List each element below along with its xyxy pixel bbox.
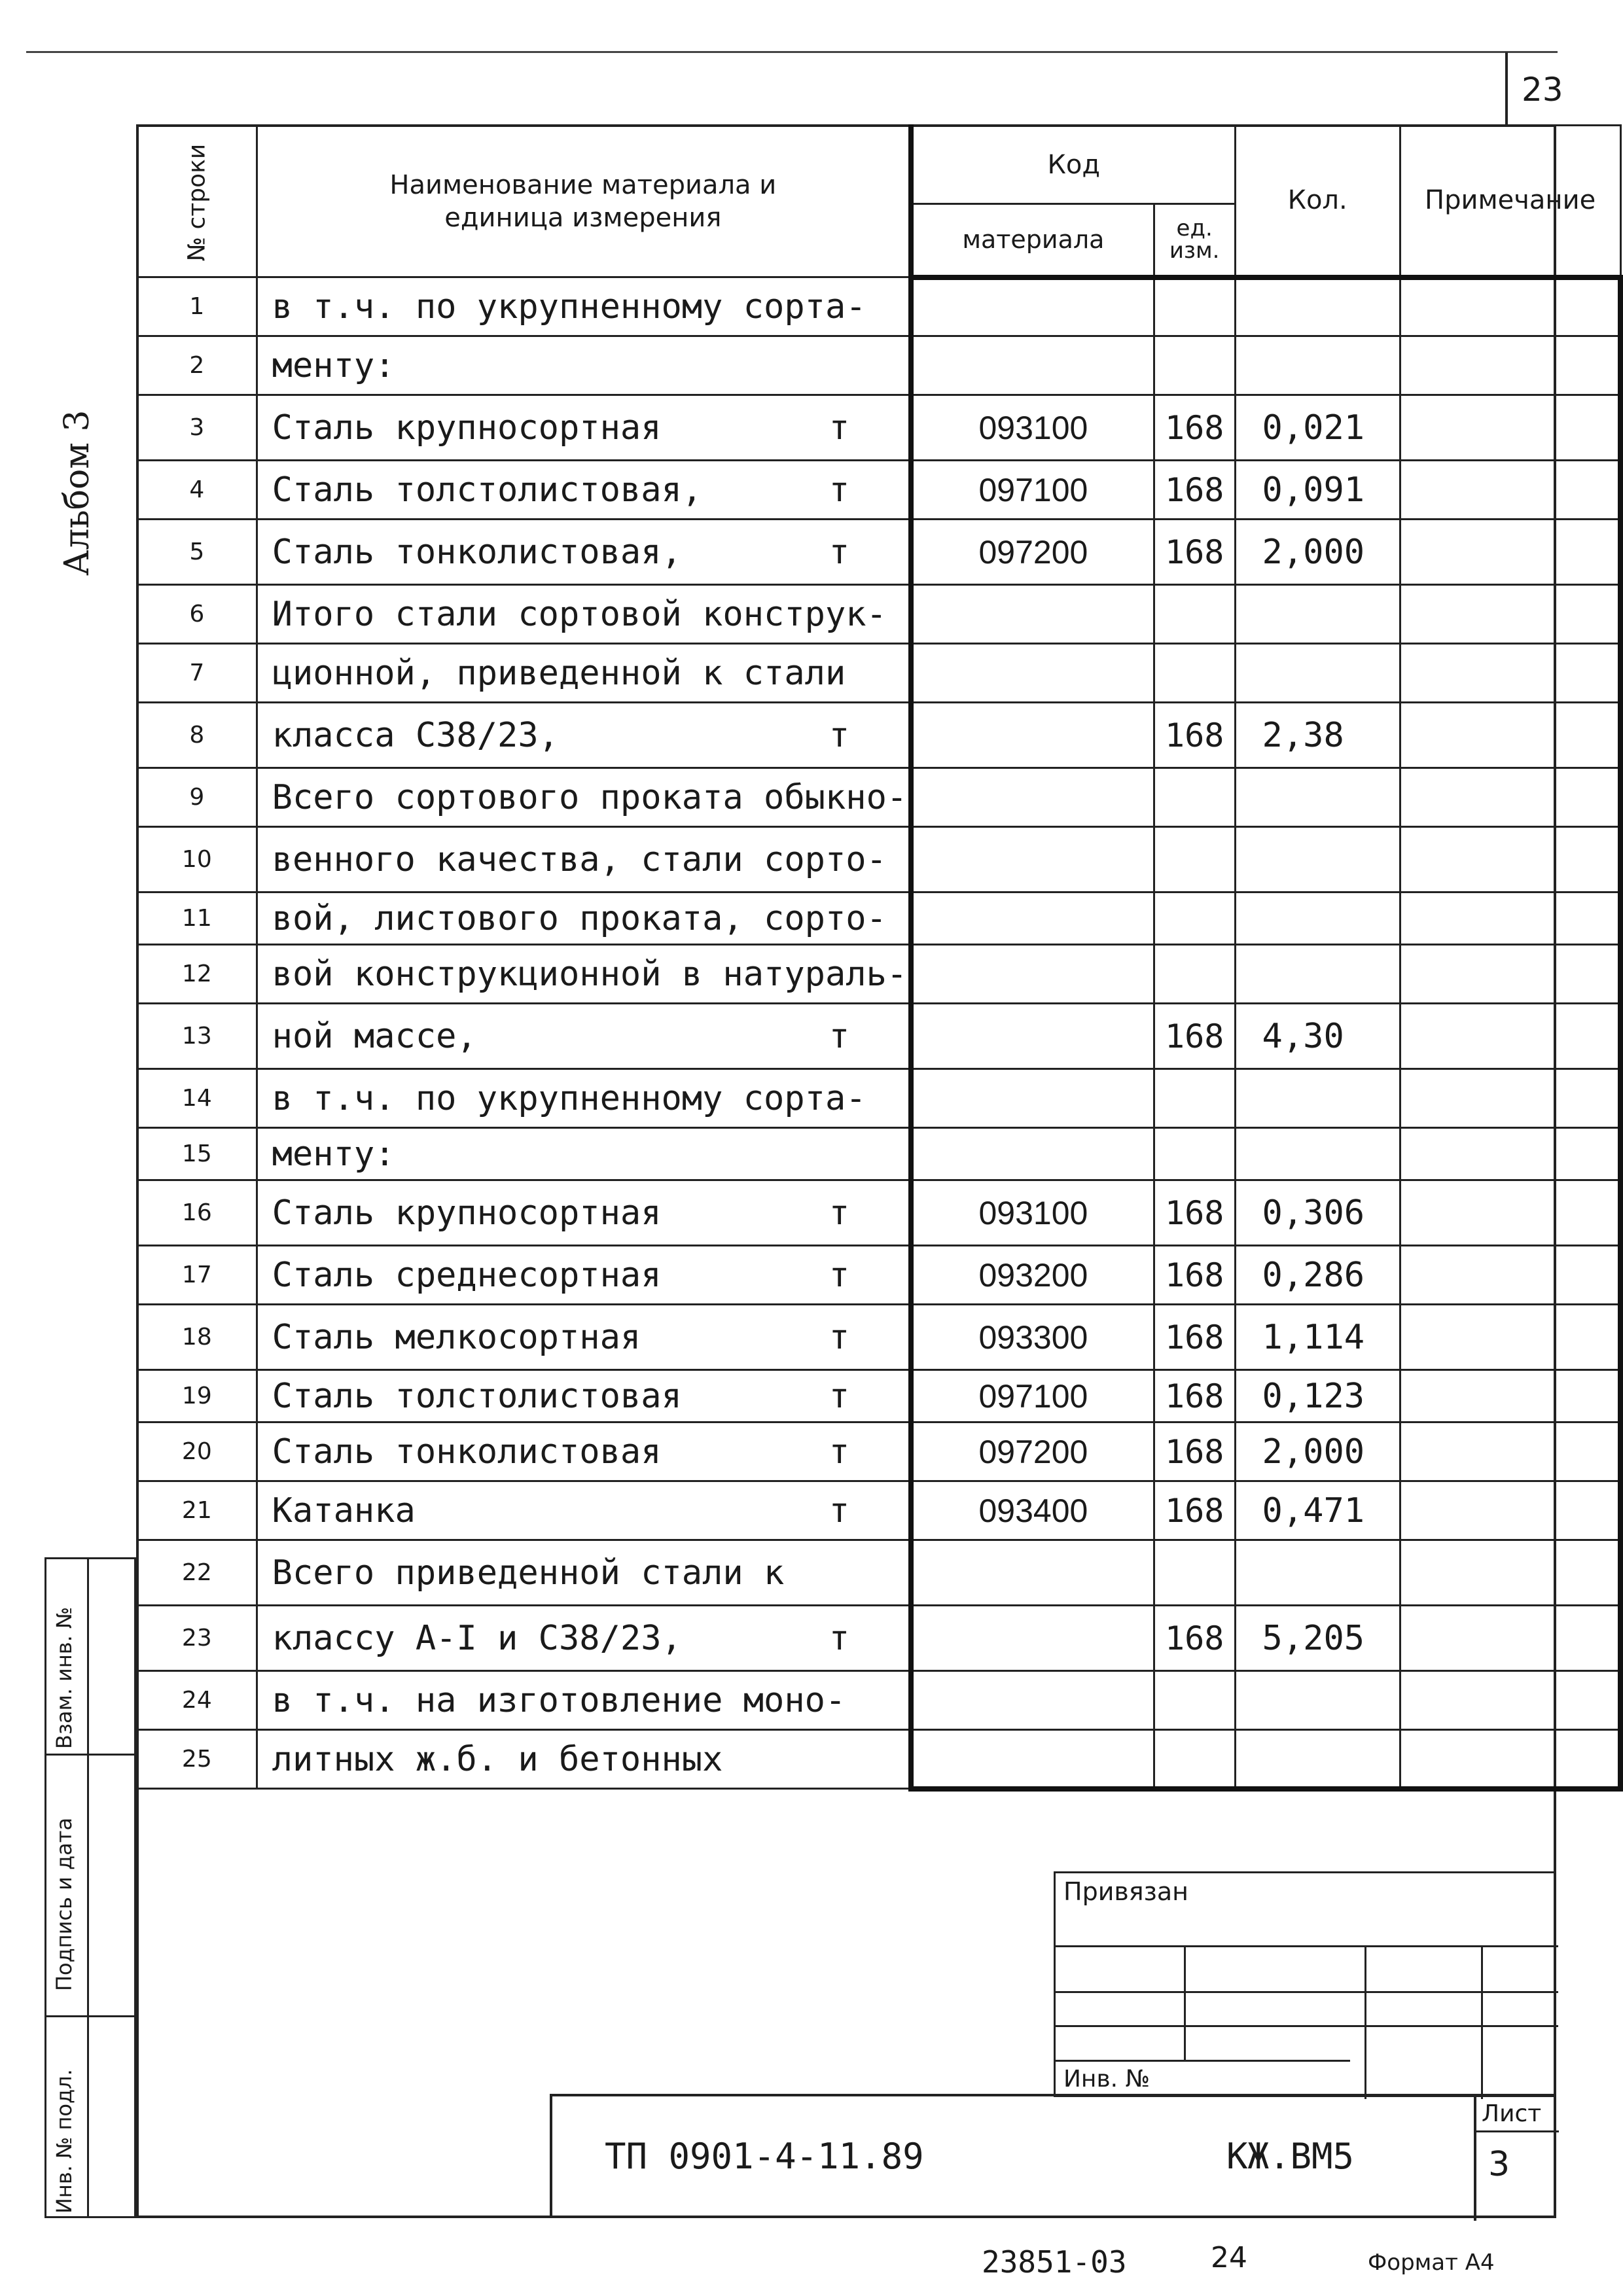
row-number: 10 (137, 827, 257, 892)
table-row (137, 1004, 1621, 1069)
row-unit-code (1154, 1540, 1235, 1606)
row-unit-code: 168 (1154, 1606, 1235, 1671)
row-name (257, 1004, 911, 1069)
row-quantity (1235, 644, 1400, 703)
row-name-text: Сталь толстолистовая (272, 1376, 682, 1416)
side-label-vzam: Взам. инв. № (52, 1606, 77, 1749)
title-divider (1474, 2096, 1476, 2221)
table-row (137, 1246, 1621, 1305)
inv-no-label: Инв. № (1063, 2066, 1150, 2093)
row-number: 16 (137, 1180, 257, 1246)
top-rule (26, 51, 1558, 53)
row-number: 5 (137, 520, 257, 585)
side-label-podpis: Подпись и дата (52, 1817, 77, 1991)
row-material-code (911, 336, 1154, 395)
row-name (257, 1305, 911, 1370)
header-qty: Кол. (1235, 126, 1400, 277)
row-material-code (911, 703, 1154, 768)
row-quantity (1235, 892, 1400, 945)
row-name-text: Катанка (272, 1491, 416, 1530)
row-unit-code: 168 (1154, 461, 1235, 520)
row-quantity (1235, 1540, 1400, 1606)
row-material-code (911, 644, 1154, 703)
row-unit-code: 168 (1154, 1481, 1235, 1540)
row-number: 25 (137, 1730, 257, 1789)
album-label: Альбом 3 (58, 410, 97, 576)
row-material-code (911, 827, 1154, 892)
table-row (137, 1422, 1621, 1481)
row-material-code: 093100 (911, 1180, 1154, 1246)
row-unit-code: 168 (1154, 1004, 1235, 1069)
row-quantity: 4,30 (1235, 1004, 1400, 1069)
row-name (257, 644, 911, 703)
row-unit-code (1154, 1671, 1235, 1730)
table-row (137, 336, 1621, 395)
row-name-text: в т.ч. на изготовление моно- (272, 1680, 846, 1720)
row-note (1400, 520, 1620, 585)
row-unit-code (1154, 827, 1235, 892)
row-name-text: вой конструкционной в натураль- (272, 954, 908, 994)
row-quantity (1235, 1128, 1400, 1180)
row-unit-code (1154, 892, 1235, 945)
row-unit: т (829, 1376, 850, 1416)
row-name-text: Сталь тонколистовая, (272, 532, 682, 572)
table-row (137, 461, 1621, 520)
row-name-text: менту: (272, 345, 395, 385)
row-number: 21 (137, 1481, 257, 1540)
row-note (1400, 892, 1620, 945)
row-quantity (1235, 585, 1400, 644)
row-material-code (911, 1069, 1154, 1128)
row-material-code: 093300 (911, 1305, 1154, 1370)
row-quantity (1235, 277, 1400, 336)
row-quantity: 0,021 (1235, 395, 1400, 461)
row-name-text: класса С38/23, (272, 715, 559, 755)
row-note (1400, 1180, 1620, 1246)
row-number: 14 (137, 1069, 257, 1128)
header-code-material: материала (911, 204, 1154, 277)
row-number: 8 (137, 703, 257, 768)
row-name-text: Всего приведенной стали к (272, 1553, 785, 1593)
row-name (257, 1671, 911, 1730)
format-label: Формат А4 (1368, 2250, 1495, 2276)
sheet-label: Лист (1482, 2100, 1542, 2127)
row-unit: т (829, 715, 850, 755)
row-note (1400, 1481, 1620, 1540)
row-number: 24 (137, 1671, 257, 1730)
table-row (137, 827, 1621, 892)
row-unit: т (829, 1491, 850, 1530)
row-number: 17 (137, 1246, 257, 1305)
binding-stamp (1054, 1871, 1556, 2097)
row-material-code (911, 892, 1154, 945)
row-material-code (911, 1606, 1154, 1671)
row-number: 1 (137, 277, 257, 336)
row-material-code (911, 768, 1154, 827)
row-unit-code: 168 (1154, 1180, 1235, 1246)
row-unit-code (1154, 644, 1235, 703)
row-name-text: Итого стали сортовой конструк- (272, 594, 887, 634)
side-label-inv-podl: Инв. № подл. (52, 2069, 77, 2214)
header-code: Код (911, 126, 1235, 204)
row-note (1400, 1004, 1620, 1069)
row-name-text: Сталь крупносортная (272, 1193, 662, 1233)
row-note (1400, 395, 1620, 461)
row-number: 18 (137, 1305, 257, 1370)
table-row (137, 644, 1621, 703)
table-row (137, 1180, 1621, 1246)
row-material-code (911, 277, 1154, 336)
row-note (1400, 1422, 1620, 1481)
row-note (1400, 336, 1620, 395)
table-row (137, 1305, 1621, 1370)
page-number: 23 (1522, 71, 1563, 109)
table-body (137, 277, 1621, 1789)
row-number: 12 (137, 945, 257, 1004)
row-unit-code (1154, 945, 1235, 1004)
row-name (257, 585, 911, 644)
row-quantity: 0,091 (1235, 461, 1400, 520)
row-material-code (911, 585, 1154, 644)
row-unit: т (829, 532, 850, 572)
table-row (137, 1671, 1621, 1730)
row-note (1400, 945, 1620, 1004)
binding-line (1056, 2060, 1350, 2062)
table-row (137, 277, 1621, 336)
table-row (137, 520, 1621, 585)
row-number: 3 (137, 395, 257, 461)
row-quantity: 2,000 (1235, 1422, 1400, 1481)
row-name (257, 1370, 911, 1422)
row-name-text: венного качества, стали сорто- (272, 839, 887, 879)
row-material-code: 097200 (911, 1422, 1154, 1481)
row-number: 19 (137, 1370, 257, 1422)
row-quantity: 1,114 (1235, 1305, 1400, 1370)
row-material-code (911, 1671, 1154, 1730)
row-name (257, 277, 911, 336)
row-quantity: 2,38 (1235, 703, 1400, 768)
header-name: Наименование материала и единица измерения (257, 126, 911, 277)
row-note (1400, 1540, 1620, 1606)
row-unit: т (829, 1432, 850, 1472)
row-quantity: 0,306 (1235, 1180, 1400, 1246)
order-number: 23851-03 (982, 2244, 1127, 2280)
row-unit-code: 168 (1154, 1246, 1235, 1305)
row-name-text: Сталь среднесортная (272, 1255, 662, 1295)
table-row (137, 945, 1621, 1004)
title-block (550, 2094, 1556, 2218)
row-name-text: Сталь толстолистовая, (272, 470, 703, 510)
row-name-text: ционной, приведенной к стали (272, 653, 846, 693)
specification-table (136, 124, 1623, 1792)
row-unit-code (1154, 768, 1235, 827)
row-name (257, 1540, 911, 1606)
row-material-code (911, 1004, 1154, 1069)
table-row (137, 1481, 1621, 1540)
row-name (257, 1069, 911, 1128)
table-row (137, 703, 1621, 768)
row-unit: т (829, 1193, 850, 1233)
doc-mark: КЖ.ВМ5 (1226, 2136, 1355, 2177)
row-number: 23 (137, 1606, 257, 1671)
row-number: 7 (137, 644, 257, 703)
table-row (137, 1069, 1621, 1128)
row-name (257, 1128, 911, 1180)
row-quantity (1235, 336, 1400, 395)
row-name-text: Сталь тонколистовая (272, 1432, 662, 1472)
row-note (1400, 703, 1620, 768)
row-unit: т (829, 1317, 850, 1357)
row-material-code (911, 945, 1154, 1004)
table-row (137, 892, 1621, 945)
row-note (1400, 1069, 1620, 1128)
row-material-code: 097100 (911, 1370, 1154, 1422)
row-note (1400, 585, 1620, 644)
binding-vline (1481, 1945, 1483, 2099)
header-note: Примечание (1400, 126, 1620, 277)
row-name-text: Сталь мелкосортная (272, 1317, 641, 1357)
row-note (1400, 1730, 1620, 1789)
row-quantity (1235, 945, 1400, 1004)
row-quantity (1235, 1671, 1400, 1730)
row-note (1400, 768, 1620, 827)
row-name-text: в т.ч. по укрупненному сорта- (272, 287, 866, 327)
row-note (1400, 1128, 1620, 1180)
row-material-code (911, 1128, 1154, 1180)
table-row (137, 1370, 1621, 1422)
binding-vline (1184, 1945, 1186, 2060)
row-unit-code (1154, 277, 1235, 336)
row-note (1400, 277, 1620, 336)
row-quantity (1235, 827, 1400, 892)
row-quantity: 5,205 (1235, 1606, 1400, 1671)
doc-code: ТП 0901-4-11.89 (605, 2136, 924, 2177)
row-name-text: в т.ч. по укрупненному сорта- (272, 1078, 866, 1118)
row-unit-code (1154, 336, 1235, 395)
binding-label: Привязан (1063, 1877, 1188, 1906)
row-name (257, 1180, 911, 1246)
row-number: 20 (137, 1422, 257, 1481)
row-unit-code: 168 (1154, 1370, 1235, 1422)
row-quantity: 0,471 (1235, 1481, 1400, 1540)
binding-vline (1364, 1945, 1366, 2099)
table-row (137, 1128, 1621, 1180)
row-name (257, 1481, 911, 1540)
table-row (137, 395, 1621, 461)
row-material-code: 093400 (911, 1481, 1154, 1540)
row-unit-code: 168 (1154, 703, 1235, 768)
row-unit: т (829, 408, 850, 448)
table-row (137, 585, 1621, 644)
row-quantity: 2,000 (1235, 520, 1400, 585)
row-name (257, 520, 911, 585)
row-name (257, 1246, 911, 1305)
row-name (257, 892, 911, 945)
row-unit-code: 168 (1154, 1305, 1235, 1370)
row-quantity (1235, 1069, 1400, 1128)
row-unit: т (829, 470, 850, 510)
row-name-text: Сталь крупносортная (272, 408, 662, 448)
row-name (257, 768, 911, 827)
side-stamp (45, 1557, 136, 2218)
row-number: 2 (137, 336, 257, 395)
row-name (257, 945, 911, 1004)
row-material-code: 093200 (911, 1246, 1154, 1305)
row-name (257, 336, 911, 395)
row-number: 11 (137, 892, 257, 945)
row-unit-code (1154, 585, 1235, 644)
row-quantity: 0,286 (1235, 1246, 1400, 1305)
table-row (137, 1540, 1621, 1606)
row-material-code: 097200 (911, 520, 1154, 585)
row-unit-code (1154, 1069, 1235, 1128)
row-name (257, 1730, 911, 1789)
row-material-code (911, 1730, 1154, 1789)
row-note (1400, 644, 1620, 703)
row-material-code: 097100 (911, 461, 1154, 520)
row-number: 15 (137, 1128, 257, 1180)
row-unit: т (829, 1255, 850, 1295)
row-name (257, 1606, 911, 1671)
footer-page-extra: 24 (1211, 2241, 1247, 2274)
row-note (1400, 827, 1620, 892)
row-name (257, 395, 911, 461)
row-unit-code: 168 (1154, 395, 1235, 461)
row-name (257, 1422, 911, 1481)
row-name (257, 461, 911, 520)
row-name-text: классу А-I и С38/23, (272, 1618, 682, 1658)
row-number: 4 (137, 461, 257, 520)
row-quantity (1235, 1730, 1400, 1789)
row-name-text: менту: (272, 1134, 395, 1174)
row-number: 13 (137, 1004, 257, 1069)
row-number: 22 (137, 1540, 257, 1606)
row-note (1400, 1246, 1620, 1305)
row-unit-code: 168 (1154, 520, 1235, 585)
header-code-unit: ед. изм. (1154, 204, 1235, 277)
row-name-text: вой, листового проката, сорто- (272, 898, 887, 938)
row-unit-code (1154, 1730, 1235, 1789)
row-name-text: литных ж.б. и бетонных (272, 1739, 723, 1779)
title-divider (1474, 2130, 1559, 2132)
row-note (1400, 1305, 1620, 1370)
header-row-no: № строки (137, 126, 257, 277)
row-note (1400, 1606, 1620, 1671)
row-name (257, 827, 911, 892)
row-unit-code (1154, 1128, 1235, 1180)
row-unit: т (829, 1618, 850, 1658)
row-number: 6 (137, 585, 257, 644)
row-name-text: Всего сортового проката обыкно- (272, 777, 908, 817)
row-name (257, 703, 911, 768)
row-name-text: ной массе, (272, 1016, 477, 1056)
row-unit: т (829, 1016, 850, 1056)
row-unit-code: 168 (1154, 1422, 1235, 1481)
table-row (137, 1606, 1621, 1671)
table-row (137, 768, 1621, 827)
row-note (1400, 461, 1620, 520)
table-row (137, 1730, 1621, 1789)
row-note (1400, 1671, 1620, 1730)
row-quantity: 0,123 (1235, 1370, 1400, 1422)
row-number: 9 (137, 768, 257, 827)
row-note (1400, 1370, 1620, 1422)
sheet-number: 3 (1488, 2145, 1510, 2184)
row-material-code (911, 1540, 1154, 1606)
row-quantity (1235, 768, 1400, 827)
row-material-code: 093100 (911, 395, 1154, 461)
